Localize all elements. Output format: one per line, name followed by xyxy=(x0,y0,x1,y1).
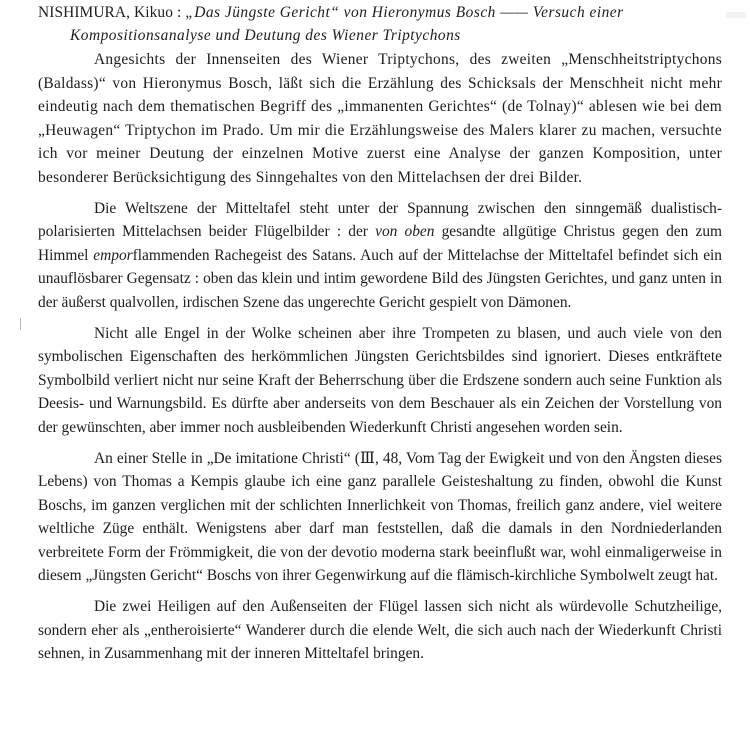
article-title-line2: Kompositionsanalyse und Deutung des Wiener Triptychons xyxy=(70,27,461,44)
scan-corner-mark xyxy=(726,12,746,18)
author-name: NISHIMURA, Kikuo : xyxy=(38,4,182,21)
article-body xyxy=(38,48,722,666)
paragraph xyxy=(38,197,722,315)
document-page xyxy=(38,0,722,750)
paragraph-text: An einer Stelle in „De imitatione Christi“ (Ⅲ, 48, Vom Tag der Ewigkeit und von den Ängsten dieses Lebens) von Thomas a Kempis glaube ich eine ganz parallele Geisteshaltung zu finden, obwohl die Kunst Boschs, im ganzen verglichen mit der schlichten Innerlichkeit von Thomas, freilich ganz andere, viel weitere weltliche Züge enthält. Wenigstens aber darf man feststellen, daß die damals in den Nordniederlanden verbreitete Form der Frömmigkeit, die von der devotio moderna stark beeinflußt war, wohl einmaligerweise in diesem „Jüngsten Gericht“ Boschs von ihrer Gegenwirkung auf die flämisch-kirchliche Symbolwelt zeugt hat. xyxy=(38,449,722,585)
article-heading xyxy=(38,1,722,47)
paragraph xyxy=(38,447,722,589)
margin-mark xyxy=(20,318,21,330)
article-title-line1: „Das Jüngste Gericht“ von Hieronymus Bosch —— Versuch einer xyxy=(185,4,624,21)
paragraph-text: Die zwei Heiligen auf den Außenseiten der Flügel lassen sich nicht als würdevolle Schutzheilige, sondern eher als „entheroisierte“ Wanderer durch die elende Welt, die sich auch nach der Wiederkunft Christi sehnen, in Zusammenhang mit der inneren Mitteltafel bringen. xyxy=(38,598,722,663)
paragraph xyxy=(38,48,722,190)
paragraph-text: gesandte allgütige Christus gegen den zum Himmel xyxy=(38,223,722,264)
italic-text: empor xyxy=(93,246,133,264)
paragraph-text: Angesichts der Innenseiten des Wiener Triptychons, des zweiten „Menschheitstriptychons (Baldass)“ von Hieronymus Bosch, läßt sich die Erzählung des Schicksals der Menschheit nicht mehr eindeutig nach dem thematischen Begriff des „immanenten Gerichtes“ (de Tolnay)“ ablesen wie bei dem „Heuwagen“ Triptychon im Prado. Um mir die Erzählungsweise des Malers klarer zu machen, versuchte ich vor meiner Deutung der einzelnen Motive zuerst eine Analyse der ganzen Komposition, unter besonderer Berücksichtigung des Sinngehaltes von den Mittelachsen der drei Bilder. xyxy=(38,51,722,186)
paragraph xyxy=(38,322,722,440)
paragraph xyxy=(38,595,722,666)
paragraph-text: Nicht alle Engel in der Wolke scheinen aber ihre Trompeten zu blasen, und auch viele von den symbolischen Eigenschaften des herkömmlichen Jüngsten Gerichtsbildes sind ignoriert. Dieses entkräftete Symbolbild verliert nicht nur seine Kraft der Beherrschung über die Erdszene sondern auch seine Funktion als Deesis- und Warnungsbild. Es dürfte aber anderseits von dem Beschauer als ein Zeichen der Vorstellung von der gewünschten, aber immer noch ausbleibenden Wiederkunft Christi angesehen worden sein. xyxy=(38,324,722,436)
paragraph-text: flammenden Rachegeist des Satans. Auch auf der Mittelachse der Mitteltafel befindet sich ein unauflösbarer Gegensatz : oben das klein und intim gewordene Bild des Jüngsten Gerichtes, und ganz unten in der äußerst qualvollen, irdischen Szene das ungerechte Gericht gespielt von Dämonen. xyxy=(38,246,722,311)
paragraph-text: Die Weltszene der Mitteltafel steht unter der Spannung zwischen den sinngemäß dualistisch-polarisierten Mittelachsen beider Flügelbilder : der xyxy=(38,199,722,241)
italic-text: von oben xyxy=(375,223,435,241)
